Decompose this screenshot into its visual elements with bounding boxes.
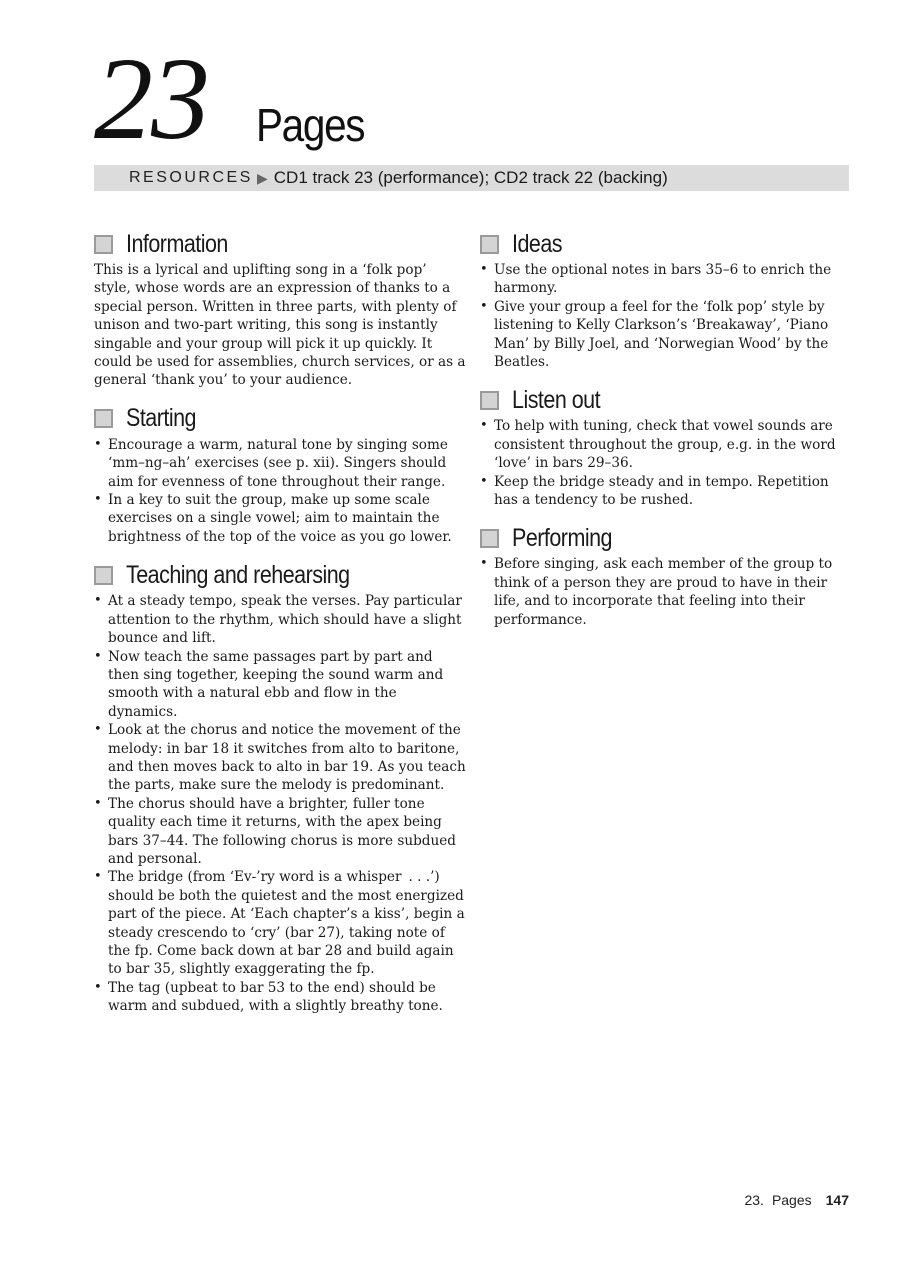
teaching-list bbox=[94, 592, 466, 1015]
chapter-title: Pages bbox=[256, 99, 365, 151]
list-item: • Keep the bridge steady and in tempo. Repetition has a tendency to be rushed. bbox=[480, 473, 852, 510]
play-arrow-icon: ▶ bbox=[257, 169, 268, 186]
list-item: • Give your group a feel for the ‘folk pop’ style by listening to Kelly Clarkson’s ‘Breakaway’, ‘Piano Man’ by Billy Joel, and ‘Norwegian Wood’ by the Beatles. bbox=[480, 298, 852, 372]
checkbox-square-icon bbox=[94, 409, 113, 428]
heading-ideas: Ideas bbox=[512, 229, 563, 258]
list-item: • The bridge (from ‘Ev-’ry word is a whisper . . .’) should be both the quietest and the most energized part of the piece. At ‘Each chapter’s a kiss’, begin a steady crescendo to ‘cry’ (bar 27), taking note of the fp. Come back down at bar 28 and build again to bar 35, slightly exaggerating the fp. bbox=[94, 868, 466, 978]
section-performing bbox=[480, 523, 852, 629]
checkbox-square-icon bbox=[480, 391, 499, 410]
resources-text: CD1 track 23 (performance); CD2 track 22 (backing) bbox=[273, 168, 668, 187]
list-item: • At a steady tempo, speak the verses. Pay particular attention to the rhythm, which should have a slight bounce and lift. bbox=[94, 592, 466, 647]
heading-starting: Starting bbox=[126, 404, 196, 433]
footer-chapter-ref: 23. bbox=[744, 1192, 764, 1208]
section-heading bbox=[480, 385, 852, 415]
list-item: • Look at the chorus and notice the movement of the melody: in bar 18 it switches from alto to baritone, and then moves back to alto in bar 19. As you teach the parts, make sure the melody is predominant. bbox=[94, 721, 466, 795]
list-item: • Encourage a warm, natural tone by singing some ‘mm–ng–ah’ exercises (see p. xii). Singers should aim for evenness of tone throughout their range. bbox=[94, 436, 466, 491]
section-ideas bbox=[480, 229, 852, 371]
section-heading bbox=[94, 229, 466, 259]
list-item: • Before singing, ask each member of the group to think of a person they are proud to have in their life, and to incorporate that feeling into their performance. bbox=[480, 555, 852, 629]
information-body: This is a lyrical and uplifting song in a ‘folk pop’ style, whose words are an expression of thanks to a special person. Written in three parts, with plenty of unison and two-part writing, this song is instantly singable and your group will pick it up quickly. It could be used for assemblies, church services, or as a general ‘thank you’ to your audience. bbox=[94, 262, 466, 389]
section-information bbox=[94, 229, 466, 390]
list-item: • The chorus should have a brighter, fuller tone quality each time it returns, with the apex being bars 37–44. The following chorus is more subdued and personal. bbox=[94, 795, 466, 869]
listen-out-list bbox=[480, 417, 852, 509]
list-item: • The tag (upbeat to bar 53 to the end) should be warm and subdued, with a slightly breathy tone. bbox=[94, 979, 466, 1016]
section-heading bbox=[480, 229, 852, 259]
resources-label: RESOURCES bbox=[129, 169, 253, 186]
page-number: 147 bbox=[825, 1192, 849, 1208]
section-listen-out bbox=[480, 385, 852, 509]
checkbox-square-icon bbox=[480, 235, 499, 254]
checkbox-square-icon bbox=[480, 529, 499, 548]
section-heading bbox=[94, 560, 466, 590]
section-heading bbox=[480, 523, 852, 553]
checkbox-square-icon bbox=[94, 566, 113, 585]
resources-bar bbox=[94, 165, 849, 191]
section-heading bbox=[94, 404, 466, 434]
ideas-list bbox=[480, 261, 852, 371]
chapter-number: 23 bbox=[94, 33, 208, 164]
left-column bbox=[94, 229, 466, 1030]
heading-performing: Performing bbox=[512, 523, 613, 552]
starting-list bbox=[94, 436, 466, 546]
section-teaching bbox=[94, 560, 466, 1015]
list-item: • Use the optional notes in bars 35–6 to enrich the harmony. bbox=[480, 261, 852, 298]
footer-title: Pages bbox=[771, 1192, 812, 1208]
performing-list bbox=[480, 555, 852, 629]
page-footer bbox=[744, 1192, 849, 1208]
heading-teaching: Teaching and rehearsing bbox=[126, 560, 350, 589]
right-column bbox=[480, 229, 852, 643]
section-starting bbox=[94, 404, 466, 546]
checkbox-square-icon bbox=[94, 235, 113, 254]
chapter-header bbox=[94, 33, 854, 164]
heading-information: Information bbox=[126, 229, 228, 258]
list-item: • Now teach the same passages part by part and then sing together, keeping the sound warm and smooth with a natural ebb and flow in the dynamics. bbox=[94, 648, 466, 722]
heading-listen-out: Listen out bbox=[512, 385, 601, 414]
list-item: • To help with tuning, check that vowel sounds are consistent throughout the group, e.g. in the word ‘love’ in bars 29–36. bbox=[480, 417, 852, 472]
list-item: • In a key to suit the group, make up some scale exercises on a single vowel; aim to maintain the brightness of the top of the voice as you go lower. bbox=[94, 491, 466, 546]
